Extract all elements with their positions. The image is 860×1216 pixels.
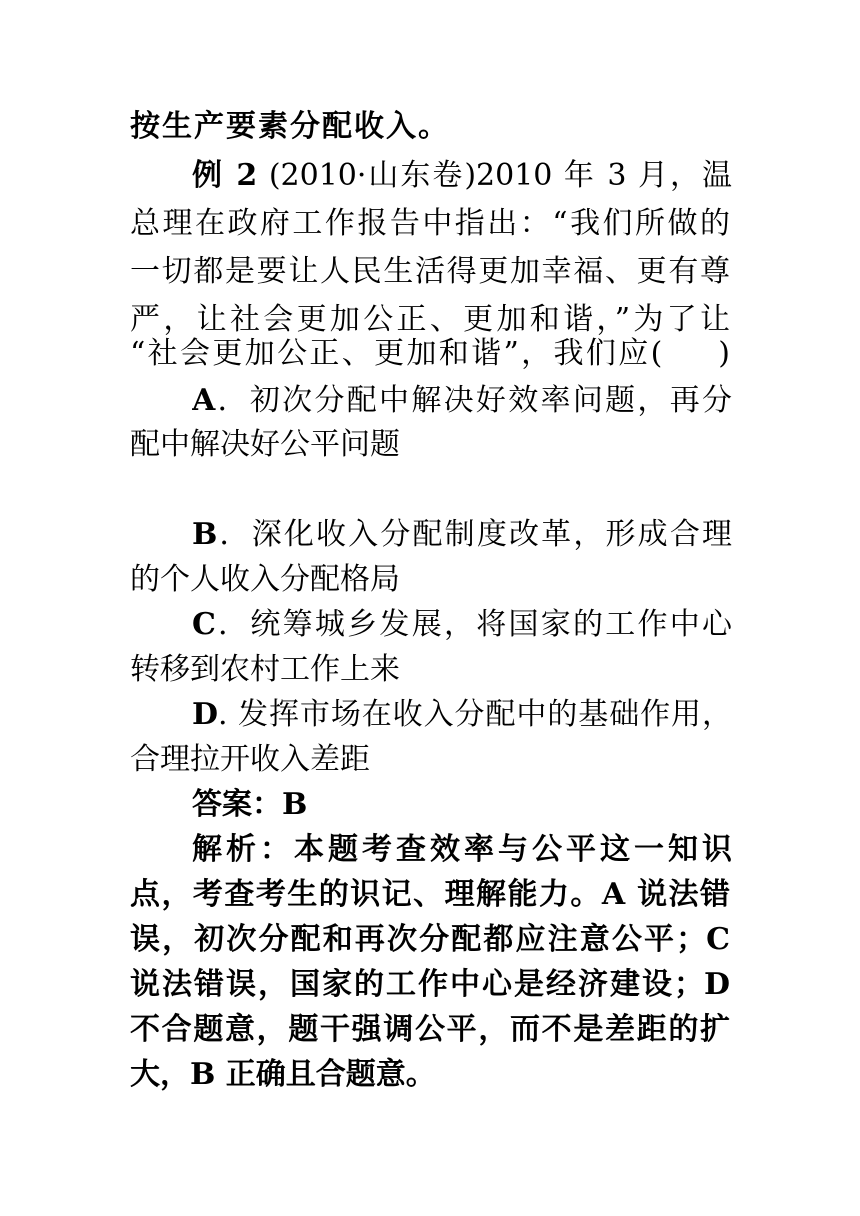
closing-paren: ) <box>718 336 730 371</box>
question-line-2 <box>130 200 730 248</box>
line-text: 配中解决好公平问题 <box>130 427 400 462</box>
line-text: “社会更加公正、更加和谐”，我们应( <box>130 336 663 371</box>
analysis-line-1 <box>192 826 732 874</box>
analysis-line-2 <box>130 871 730 919</box>
analysis-text: 本题考查效率与公平这一知识 <box>294 832 732 867</box>
line-text: 的个人收入分配格局 <box>130 562 400 597</box>
option-a-text: ．初次分配中解决好效率问题，再分 <box>215 383 732 418</box>
option-d-text: . 发挥市场在收入分配中的基础作用， <box>218 697 732 732</box>
line-text: 严，让社会更加公正、更加和谐，”为了让 <box>130 302 730 337</box>
option-c-label: C <box>192 607 216 642</box>
option-a-label: A <box>192 383 216 418</box>
line-text: 说法错误，国家的工作中心是经济建设；D <box>130 967 730 1002</box>
option-b-line-1 <box>192 511 732 559</box>
line-text: 按生产要素分配收入。 <box>130 109 450 144</box>
option-d-label: D <box>192 697 219 732</box>
analysis-line-6 <box>130 1051 730 1099</box>
line-text: 总理在政府工作报告中指出：“我们所做的 <box>130 206 730 241</box>
line-text: 误，初次分配和再次分配都应注意公平；C <box>130 922 730 957</box>
answer-value: B <box>282 787 308 822</box>
option-a-line-1 <box>192 377 732 425</box>
line-text: 合理拉开收入差距 <box>130 742 370 777</box>
line-text: 转移到农村工作上来 <box>130 652 400 687</box>
line-text: 点，考查考生的识记、理解能力。A 说法错 <box>130 877 730 912</box>
option-c-line-1 <box>192 601 732 649</box>
option-d-line-1 <box>192 691 732 739</box>
analysis-line-3 <box>130 916 730 964</box>
option-c-text: ．统筹城乡发展，将国家的工作中心 <box>215 607 732 642</box>
option-a-line-2 <box>130 421 730 469</box>
line-text: 不合题意，题干强调公平，而不是差距的扩 <box>130 1012 730 1047</box>
option-b-text: ．深化收入分配制度改革，形成合理 <box>217 517 732 552</box>
option-b-line-2 <box>130 556 730 604</box>
analysis-line-4 <box>130 961 730 1009</box>
option-c-line-2 <box>130 646 730 694</box>
question-line-5 <box>130 330 730 378</box>
example-label: 例 2 <box>192 158 258 193</box>
answer-line <box>192 781 732 829</box>
line-text: 一切都是要让人民生活得更加幸福、更有尊 <box>130 254 730 289</box>
example-heading-line <box>192 152 732 200</box>
question-line-3 <box>130 248 730 296</box>
analysis-label: 解析： <box>192 832 294 867</box>
line-text: 大，B 正确且合题意。 <box>130 1057 436 1092</box>
option-d-line-2 <box>130 736 730 784</box>
option-b-label: B <box>192 517 218 552</box>
example-source: (2010·山东卷)2010 年 3 月，温 <box>268 158 732 193</box>
analysis-line-5 <box>130 1006 730 1054</box>
text-line-1 <box>130 103 730 151</box>
answer-label: 答案： <box>192 787 282 822</box>
